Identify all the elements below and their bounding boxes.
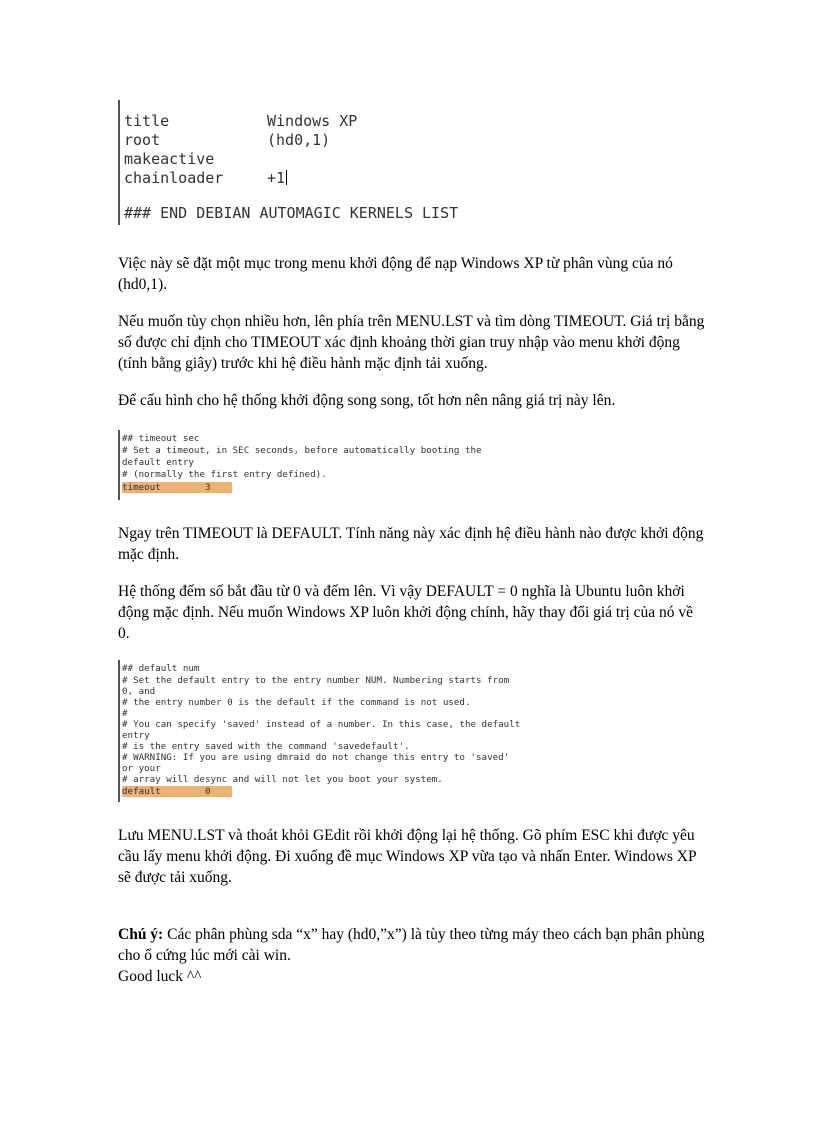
code-value: +1 bbox=[267, 169, 286, 187]
code-value-with-cursor bbox=[267, 169, 287, 187]
paragraph-5: Hệ thống đếm số bắt đầu từ 0 và đếm lên. Vì vậy DEFAULT = 0 nghĩa là Ubuntu luôn khởi động mặc định. Nếu muốn Windows XP luôn khởi động chính, hãy thay đổi giá trị của nó về 0. bbox=[118, 583, 693, 642]
code-value: (hd0,1) bbox=[267, 131, 331, 149]
editor-margin-line bbox=[118, 660, 120, 802]
code-row-root bbox=[124, 131, 331, 149]
code-key: root bbox=[124, 131, 161, 149]
code-line: ## timeout sec bbox=[122, 433, 200, 444]
paragraph-3: Để cấu hình cho hệ thống khởi động song song, tốt hơn nên nâng giá trị này lên. bbox=[118, 392, 616, 409]
code-key: chainloader bbox=[124, 169, 224, 187]
code-line: # bbox=[122, 708, 128, 719]
paragraph-2: Nếu muốn tùy chọn nhiều hơn, lên phía trên MENU.LST và tìm dòng TIMEOUT. Giá trị bằng số được chỉ định cho TIMEOUT xác định khoảng thời gian truy nhập vào menu khởi động (tính bằng giây) trước khi hệ điều hành mặc định tải xuống. bbox=[118, 313, 705, 372]
editor-margin-line bbox=[118, 430, 120, 500]
code-line: # (normally the first entry defined). bbox=[122, 469, 327, 480]
code-line: # is the entry saved with the command 'savedefault'. bbox=[122, 741, 410, 752]
code-value: Windows XP bbox=[267, 112, 358, 130]
code-line: # the entry number 0 is the default if the command is not used. bbox=[122, 697, 471, 708]
code-key: makeactive bbox=[124, 150, 215, 168]
code-footer: ### END DEBIAN AUTOMAGIC KERNELS LIST bbox=[124, 204, 459, 222]
code-line: default entry bbox=[122, 457, 194, 468]
paragraph-6: Lưu MENU.LST và thoát khỏi GEdit rồi khởi động lại hệ thống. Gõ phím ESC khi được yêu cầu lấy menu khởi động. Đi xuống đề mục Windows XP vừa tạo và nhấn Enter. Windows XP sẽ được tải xuống. bbox=[118, 827, 697, 886]
note-label: Chú ý: bbox=[118, 926, 164, 943]
highlighted-default-line: default 0 bbox=[122, 786, 232, 797]
note-paragraph bbox=[118, 924, 708, 966]
highlighted-timeout-line: timeout 3 bbox=[122, 482, 232, 493]
note-text: Các phân phùng sda “x” hay (hd0,”x”) là tùy theo từng máy theo cách bạn phân phùng cho ổ cứng lúc mới cài win. bbox=[118, 926, 705, 964]
code-row-chainloader bbox=[124, 169, 286, 187]
code-line: ## default num bbox=[122, 663, 200, 674]
code-line: entry bbox=[122, 730, 150, 741]
code-screenshot-default bbox=[118, 660, 528, 802]
code-line: # Set a timeout, in SEC seconds, before automatically booting the bbox=[122, 445, 482, 456]
code-screenshot-timeout bbox=[118, 430, 518, 500]
code-line: # array will desync and will not let you boot your system. bbox=[122, 774, 443, 785]
code-line: or your bbox=[122, 763, 161, 774]
editor-margin-line bbox=[118, 100, 120, 225]
code-line: 0, and bbox=[122, 686, 156, 697]
code-line: # Set the default entry to the entry number NUM. Numbering starts from bbox=[122, 675, 510, 686]
code-line: # You can specify 'saved' instead of a number. In this case, the default bbox=[122, 719, 521, 730]
text-cursor bbox=[286, 170, 287, 185]
code-line: # WARNING: If you are using dmraid do not change this entry to 'saved' bbox=[122, 752, 510, 763]
closing-line: Good luck ^^ bbox=[118, 968, 202, 985]
code-row-makeactive bbox=[124, 150, 214, 168]
paragraph-4: Ngay trên TIMEOUT là DEFAULT. Tính năng này xác định hệ điều hành nào được khởi động mặc định. bbox=[118, 525, 704, 563]
code-key: title bbox=[124, 112, 170, 130]
code-screenshot-boot-entry bbox=[118, 100, 478, 225]
paragraph-1: Việc này sẽ đặt một mục trong menu khởi động để nạp Windows XP từ phân vùng của nó (hd0,1). bbox=[118, 255, 673, 293]
code-row-title bbox=[124, 112, 358, 130]
